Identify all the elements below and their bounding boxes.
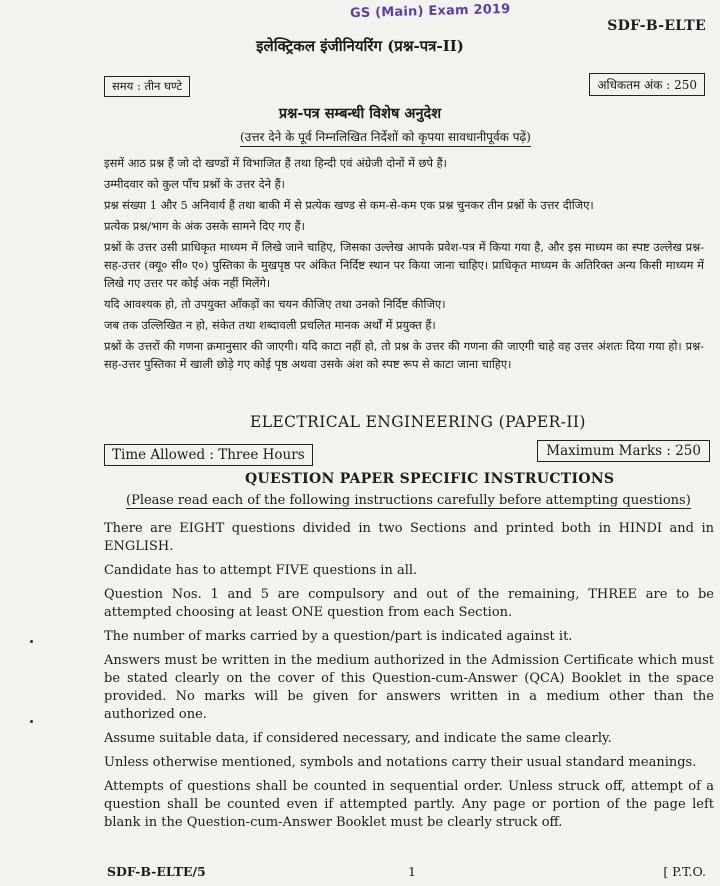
- time-allowed-box: Time Allowed : Three Hours: [104, 444, 313, 466]
- hindi-marks-box: अधिकतम अंक : 250: [589, 73, 705, 96]
- english-instruction: Question Nos. 1 and 5 are compulsory and out of the remaining, THREE are to be attempted choosing at least ONE question from each Section.: [104, 587, 714, 620]
- hindi-instruction: उम्मीदवार को कुल पाँच प्रश्नों के उत्तर देने हैं।: [104, 177, 285, 191]
- english-instruction: Candidate has to attempt FIVE questions in all.: [104, 563, 418, 578]
- english-instruction: Assume suitable data, if considered necessary, and indicate the same clearly.: [104, 731, 612, 746]
- english-instruction: Answers must be written in the medium authorized in the Admission Certificate which must be stated clearly on the cover of this Question-cum-Answer (QCA) Booklet in the space provided. No marks will be given for answers written in a medium other than the authorized one.: [104, 653, 714, 722]
- hindi-instruction: जब तक उल्लिखित न हो, संकेत तथा शब्दावली प्रचलित मानक अर्थों में प्रयुक्त हैं।: [104, 318, 436, 332]
- maximum-marks-box: Maximum Marks : 250: [537, 440, 710, 462]
- hindi-title: इलेक्ट्रिकल इंजीनियरिंग (प्रश्न-पत्र-II): [256, 37, 464, 55]
- english-instructions-subheading: (Please read each of the following instructions carefully before attempting questions): [126, 493, 691, 508]
- english-title: ELECTRICAL ENGINEERING (PAPER-II): [250, 413, 586, 431]
- scan-speck: [30, 720, 33, 723]
- scan-speck: [30, 640, 33, 643]
- hindi-time-box: समय : तीन घण्टे: [104, 76, 190, 97]
- hindi-instruction: प्रश्नों के उत्तर उसी प्राधिकृत माध्यम में लिखे जाने चाहिए, जिसका उल्लेख आपके प्रवेश-पत्र में किया गया है, और इस माध्यम का स्पष्ट उल्लेख प्रश्न-सह-उत्तर (क्यू० सी० ए०) पुस्तिका के मुखपृष्ठ पर अंकित निर्दिष्ट स्थान पर किया जाना चाहिए। प्राधिकृत माध्यम के अतिरिक्त अन्य किसी माध्यम में लिखे गए उत्तर पर कोई अंक नहीं मिलेंगे।: [104, 240, 704, 290]
- hindi-instructions-subheading: (उत्तर देने के पूर्व निम्नलिखित निर्देशों को कृपया सावधानीपूर्वक पढ़ें): [240, 128, 531, 147]
- hindi-instruction: इसमें आठ प्रश्न हैं जो दो खण्डों में विभाजित हैं तथा हिन्दी एवं अंग्रेजी दोनों में छपे हैं।: [104, 156, 447, 170]
- english-instructions-list: [104, 520, 714, 838]
- page-number: 1: [408, 864, 416, 879]
- hindi-instructions-heading: प्रश्न-पत्र सम्बन्धी विशेष अनुदेश: [278, 105, 442, 122]
- english-instructions-heading: QUESTION PAPER SPECIFIC INSTRUCTIONS: [245, 471, 615, 487]
- hindi-instructions-list: [104, 154, 704, 376]
- hindi-instruction: प्रश्नों के उत्तरों की गणना क्रमानुसार की जाएगी। यदि काटा नहीं हो, तो प्रश्न के उत्तर की गणना की जाएगी चाहे वह उत्तर अंशतः दिया गया हो। प्रश्न-सह-उत्तर पुस्तिका में खाली छोड़े गए कोई पृष्ठ अथवा उसके अंश को स्पष्ट रूप से काटा जाना चाहिए।: [104, 339, 704, 371]
- hindi-instruction: प्रत्येक प्रश्न/भाग के अंक उसके सामने दिए गए हैं।: [104, 219, 305, 233]
- english-instruction: Unless otherwise mentioned, symbols and notations carry their usual standard meanings.: [104, 755, 697, 770]
- hindi-instruction: प्रश्न संख्या 1 और 5 अनिवार्य हैं तथा बाकी में से प्रत्येक खण्ड से कम-से-कम एक प्रश्न चुनकर तीन प्रश्नों के उत्तर दीजिए।: [104, 198, 594, 212]
- english-instruction: Attempts of questions shall be counted in sequential order. Unless struck off, attempt of a question shall be counted even if attempted partly. Any page or portion of the page left blank in the Question-cum-Answer Booklet must be clearly struck off.: [104, 779, 714, 830]
- english-instruction: The number of marks carried by a question/part is indicated against it.: [104, 629, 573, 644]
- footer-paper-code: SDF-B-ELTE/5: [107, 864, 206, 879]
- exam-stamp: GS (Main) Exam 2019: [349, 1, 511, 22]
- pto-marker: [ P.T.O.: [663, 864, 706, 879]
- paper-code: SDF-B-ELTE: [607, 18, 706, 34]
- english-instruction: There are EIGHT questions divided in two Sections and printed both in HINDI and in ENGLISH.: [104, 521, 714, 554]
- hindi-instruction: यदि आवश्यक हो, तो उपयुक्त आँकड़ों का चयन कीजिए तथा उनको निर्दिष्ट कीजिए।: [104, 297, 446, 311]
